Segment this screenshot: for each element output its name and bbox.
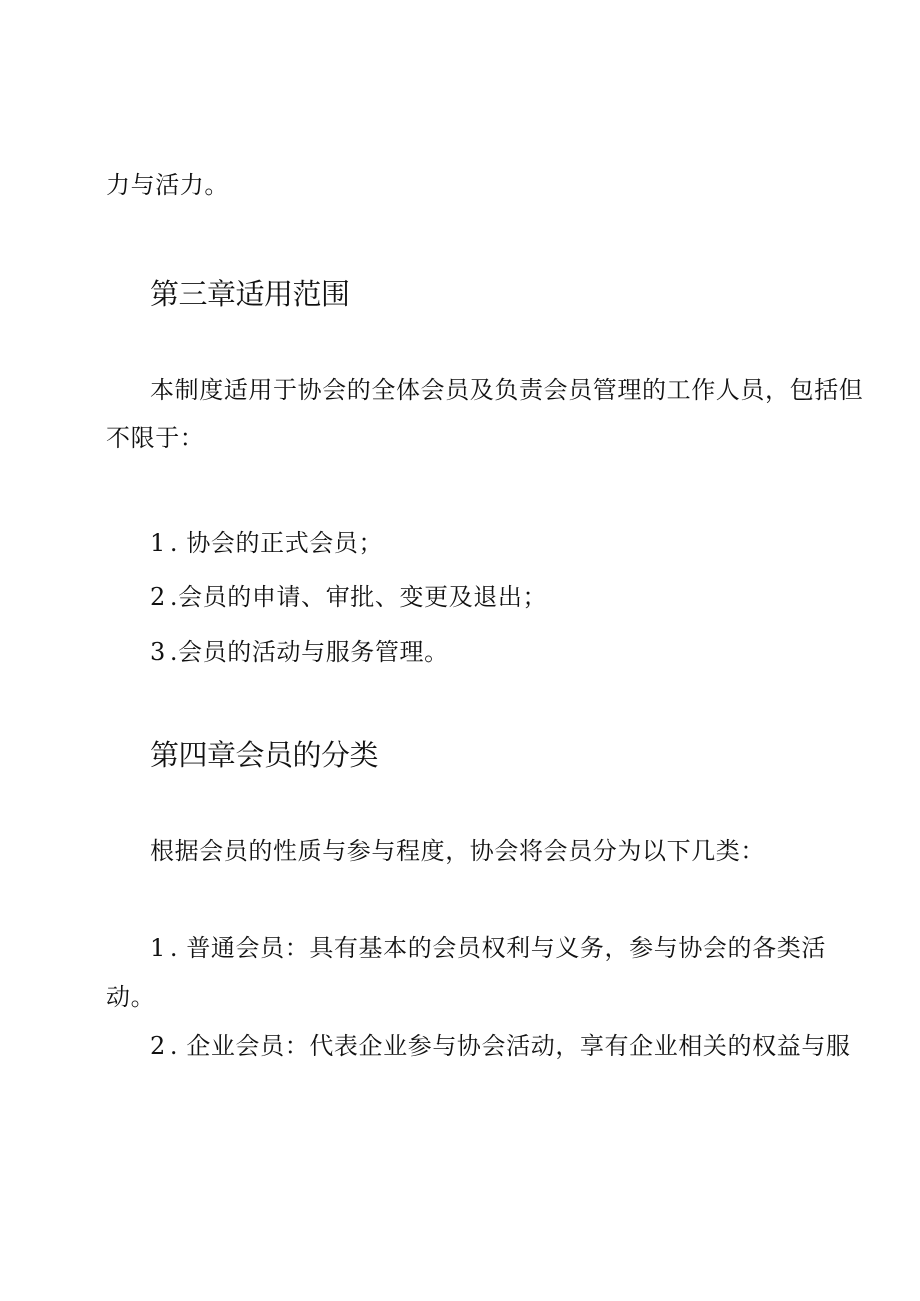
list-item-text: . 普通会员：具有基本的会员权利与义务，参与协会的各类活 (169, 934, 826, 962)
list-item-text: . 企业会员：代表企业参与协会活动，享有企业相关的权益与服 (169, 1032, 851, 1060)
list-item-text: .会员的申请、审批、变更及退出； (169, 583, 548, 611)
continued-paragraph-line: 力与活力。 (106, 171, 229, 199)
list-item-text: . 协会的正式会员； (169, 529, 384, 557)
chapter-4-paragraph: 根据会员的性质与参与程度，协会将会员分为以下几类： (150, 837, 765, 865)
list-item-number: 2 (150, 583, 166, 611)
list-item-text: .会员的活动与服务管理。 (169, 638, 449, 666)
list-item (150, 1031, 851, 1061)
chapter-3-heading: 第三章适用范围 (150, 277, 350, 311)
list-item-continuation: 动。 (106, 983, 156, 1011)
list-item (150, 637, 449, 667)
list-item-number: 1 (150, 934, 166, 962)
list-item (150, 933, 826, 963)
chapter-4-heading: 第四章会员的分类 (150, 738, 379, 772)
list-item-number: 3 (150, 638, 166, 666)
list-item-number: 1 (150, 529, 166, 557)
list-item (150, 582, 547, 612)
chapter-3-paragraph-line-2: 不限于： (106, 424, 205, 452)
chapter-3-paragraph-line-1: 本制度适用于协会的全体会员及负责会员管理的工作人员，包括但 (150, 376, 864, 404)
list-item (150, 528, 383, 558)
list-item-number: 2 (150, 1032, 166, 1060)
